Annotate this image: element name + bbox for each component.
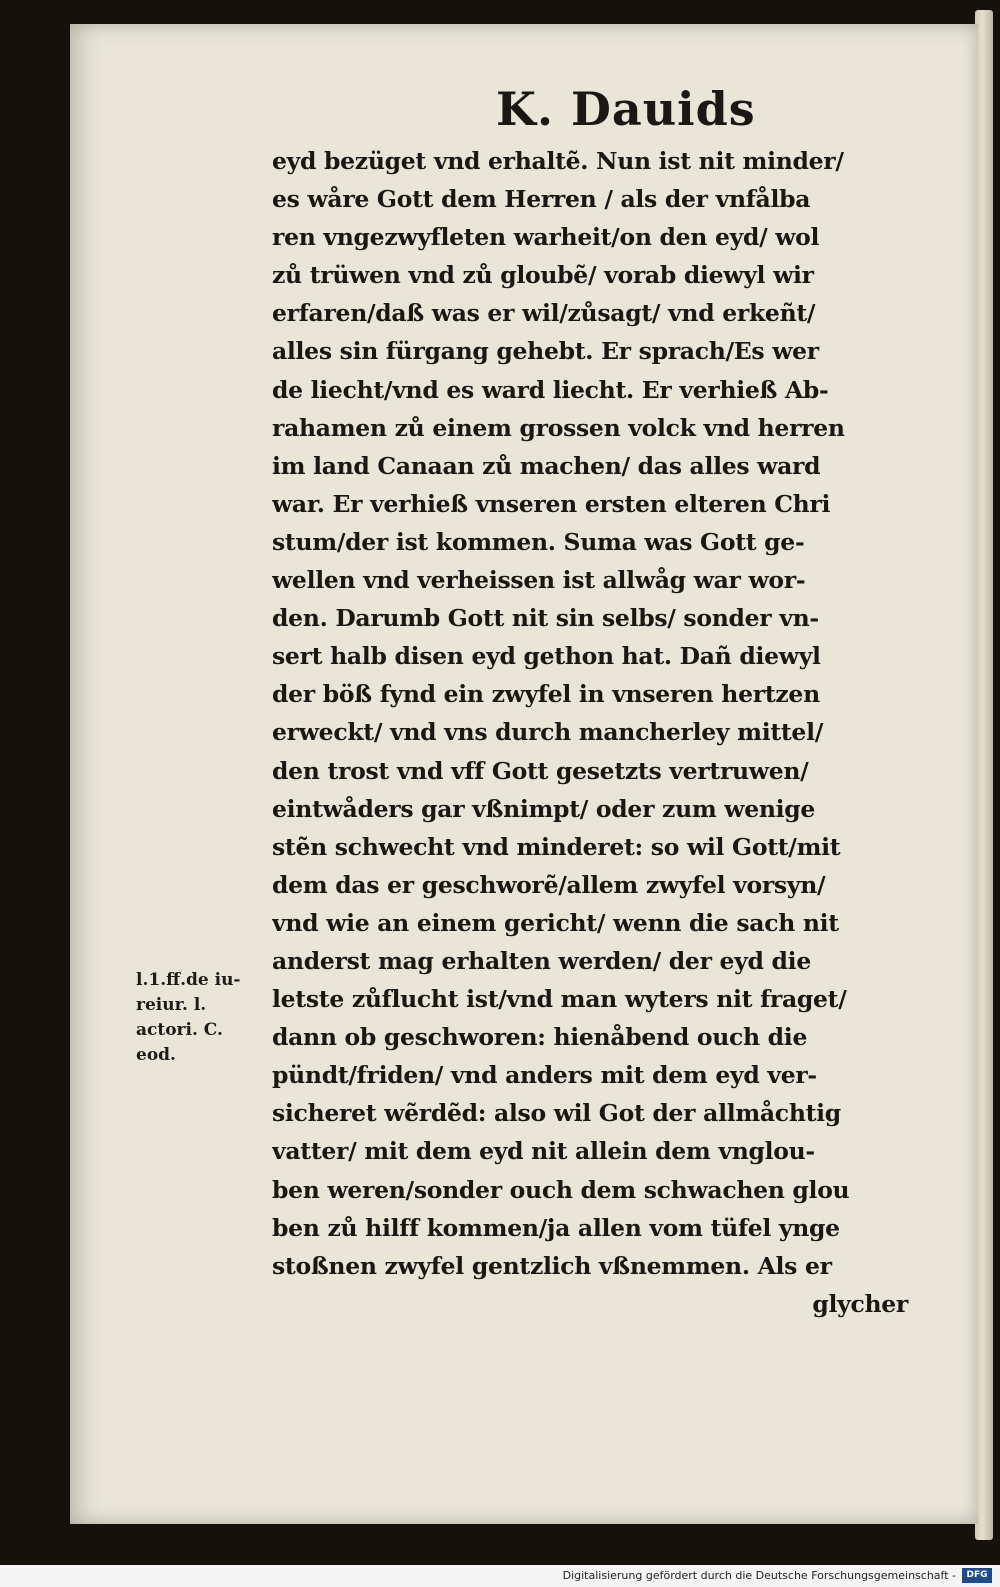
text-line: erweckt/ vnd vns durch mancherley mittel/ — [272, 718, 823, 747]
text-line: sert halb disen eyd gethon hat. Dañ diewyl — [272, 642, 821, 671]
dfg-logo-icon: DFG — [962, 1568, 992, 1583]
text-line: der böß fynd ein zwyfel in vnseren hertzen — [272, 680, 820, 709]
text-line: vnd wie an einem gericht/ wenn die sach nit — [272, 908, 839, 937]
text-line: de liecht/vnd es ward liecht. Er verhieß Ab- — [272, 375, 829, 404]
marginal-line: l.1.ff.de iu- — [136, 970, 241, 990]
text-line: dann ob geschworen: hienåbend ouch die — [272, 1023, 808, 1052]
running-head: K. Dauids — [496, 82, 756, 136]
text-line: letste zůflucht ist/vnd man wyters nit fraget/ — [272, 985, 847, 1014]
text-line: im land Canaan zů machen/ das alles ward — [272, 451, 821, 480]
text-line: war. Er verhieß vnseren ersten elteren Chri — [272, 489, 831, 518]
text-line: erfaren/daß was er wil/zůsagt/ vnd erkeñt/ — [272, 299, 816, 328]
marginal-line: reiur. l. — [136, 995, 207, 1015]
text-line: eintwåders gar vßnimpt/ oder zum wenige — [272, 794, 816, 823]
text-line: dem das er geschworẽ/allem zwyfel vorsyn/ — [272, 870, 826, 899]
text-line: es wåre Gott dem Herren / als der vnfålba — [272, 185, 811, 214]
text-line: sicheret wẽrdẽd: also wil Got der allmåchtig — [272, 1099, 841, 1128]
text-line: ben zů hilff kommen/ja allen vom tüfel ynge — [272, 1213, 840, 1242]
text-line: stoßnen zwyfel gentzlich vßnemmen. Als er — [272, 1251, 832, 1280]
text-line: zů trüwen vnd zů gloubẽ/ vorab diewyl wir — [272, 261, 814, 290]
text-line: stẽn schwecht vnd minderet: so wil Gott/mit — [272, 832, 841, 861]
footer-credit: Digitalisierung gefördert durch die Deutsche Forschungsgemeinschaft - — [562, 1569, 956, 1582]
marginal-line: actori. C. — [136, 1020, 223, 1040]
text-line: pündt/friden/ vnd anders mit dem eyd ver- — [272, 1061, 817, 1090]
text-line: eyd bezüget vnd erhaltẽ. Nun ist nit minder/ — [272, 147, 844, 175]
text-line: wellen vnd verheissen ist allwåg war wor- — [272, 566, 806, 595]
text-line: alles sin fürgang gehebt. Er sprach/Es wer — [272, 337, 819, 366]
catchword: glycher — [812, 1289, 908, 1318]
text-line: anderst mag erhalten werden/ der eyd die — [272, 946, 811, 975]
text-line: ben weren/sonder ouch dem schwachen glou — [272, 1175, 850, 1204]
text-line: den. Darumb Gott nit sin selbs/ sonder vn- — [272, 604, 819, 633]
text-line: ren vngezwyfleten warheit/on den eyd/ wol — [272, 223, 820, 252]
text-line: stum/der ist kommen. Suma was Gott ge- — [272, 527, 805, 556]
text-line: rahamen zů einem grossen volck vnd herren — [272, 413, 845, 442]
marginal-note — [136, 968, 266, 1068]
text-line: den trost vnd vff Gott gesetzts vertruwen/ — [272, 756, 809, 785]
text-line: vatter/ mit dem eyd nit allein dem vnglou- — [272, 1137, 815, 1166]
marginal-line: eod. — [136, 1045, 176, 1065]
body-text — [272, 142, 920, 1323]
